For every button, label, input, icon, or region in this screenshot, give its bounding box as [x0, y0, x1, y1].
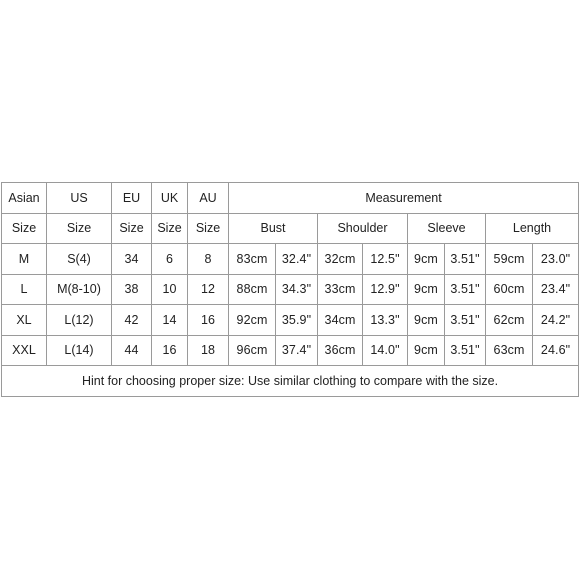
header-size: Size [188, 213, 229, 244]
header-size: Size [47, 213, 112, 244]
table-cell: 34 [112, 244, 152, 275]
table-cell: 37.4" [276, 335, 318, 366]
table-cell: 83cm [229, 244, 276, 275]
table-cell: 16 [188, 305, 229, 336]
header-eu: EU [112, 183, 152, 214]
table-cell: 23.4" [533, 274, 579, 305]
header-measurement: Measurement [229, 183, 579, 214]
table-cell: 9cm [408, 335, 445, 366]
table-cell: M(8-10) [47, 274, 112, 305]
table-cell: 24.2" [533, 305, 579, 336]
table-cell: 24.6" [533, 335, 579, 366]
table-cell: 62cm [486, 305, 533, 336]
table-cell: 14.0" [363, 335, 408, 366]
header-us: US [47, 183, 112, 214]
size-chart-table [1, 182, 579, 397]
table-cell: 92cm [229, 305, 276, 336]
header-shoulder: Shoulder [318, 213, 408, 244]
header-asian: Asian [2, 183, 47, 214]
table-cell: 34cm [318, 305, 363, 336]
table-cell: 13.3" [363, 305, 408, 336]
header-row-2 [2, 213, 579, 244]
header-bust: Bust [229, 213, 318, 244]
table-cell: 38 [112, 274, 152, 305]
table-row [2, 244, 579, 275]
header-uk: UK [152, 183, 188, 214]
table-cell: 8 [188, 244, 229, 275]
hint-row [2, 366, 579, 397]
table-cell: 9cm [408, 244, 445, 275]
table-row [2, 305, 579, 336]
table-cell: 12.5" [363, 244, 408, 275]
table-cell: 34.3" [276, 274, 318, 305]
table-cell: XL [2, 305, 47, 336]
header-au: AU [188, 183, 229, 214]
table-cell: 23.0" [533, 244, 579, 275]
header-row-1 [2, 183, 579, 214]
table-cell: 88cm [229, 274, 276, 305]
table-cell: 9cm [408, 274, 445, 305]
header-size: Size [2, 213, 47, 244]
table-cell: 14 [152, 305, 188, 336]
table-cell: 3.51" [445, 274, 486, 305]
table-cell: 59cm [486, 244, 533, 275]
table-cell: 16 [152, 335, 188, 366]
table-cell: L(14) [47, 335, 112, 366]
table-cell: L(12) [47, 305, 112, 336]
table-cell: L [2, 274, 47, 305]
header-size: Size [112, 213, 152, 244]
table-cell: 36cm [318, 335, 363, 366]
table-cell: 3.51" [445, 244, 486, 275]
table-cell: S(4) [47, 244, 112, 275]
table-cell: 44 [112, 335, 152, 366]
table-cell: 32.4" [276, 244, 318, 275]
header-size: Size [152, 213, 188, 244]
table-cell: 9cm [408, 305, 445, 336]
size-hint-text: Hint for choosing proper size: Use similar clothing to compare with the size. [2, 366, 579, 397]
table-cell: 6 [152, 244, 188, 275]
table-cell: 12.9" [363, 274, 408, 305]
table-cell: 10 [152, 274, 188, 305]
table-cell: 12 [188, 274, 229, 305]
header-length: Length [486, 213, 579, 244]
table-row [2, 335, 579, 366]
table-cell: 32cm [318, 244, 363, 275]
table-row [2, 274, 579, 305]
table-cell: XXL [2, 335, 47, 366]
table-cell: 63cm [486, 335, 533, 366]
table-cell: 96cm [229, 335, 276, 366]
table-cell: 33cm [318, 274, 363, 305]
header-sleeve: Sleeve [408, 213, 486, 244]
table-cell: M [2, 244, 47, 275]
table-cell: 42 [112, 305, 152, 336]
table-cell: 3.51" [445, 335, 486, 366]
table-cell: 3.51" [445, 305, 486, 336]
table-cell: 18 [188, 335, 229, 366]
table-cell: 35.9" [276, 305, 318, 336]
table-cell: 60cm [486, 274, 533, 305]
